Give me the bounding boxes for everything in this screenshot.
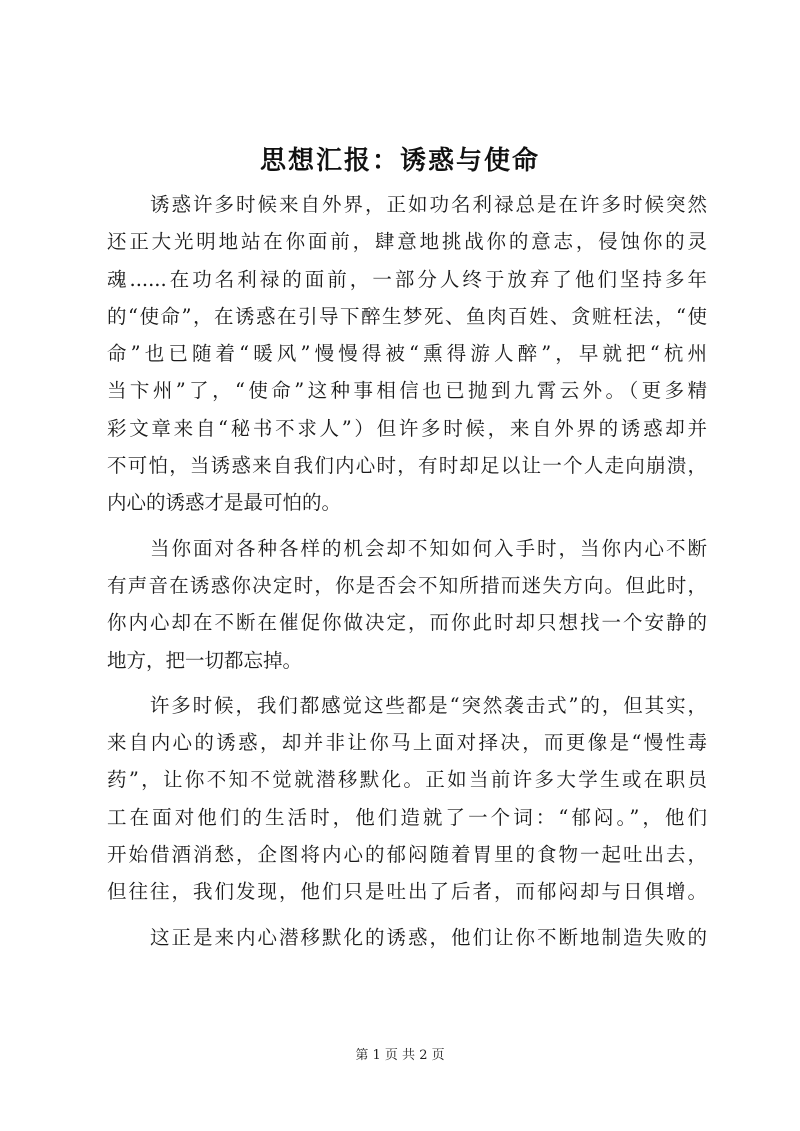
paragraph-gap: [107, 911, 707, 919]
document-body: [107, 186, 707, 956]
paragraph-gap: [107, 679, 707, 687]
text-line: 魂......在功名利禄的面前，一部分人终于放弃了他们坚持多年: [107, 267, 707, 291]
text-line: 地方，把一切都忘掉。: [107, 648, 303, 672]
text-line: 许多时候，我们都感觉这些都是“突然袭击式”的，但其实，: [107, 693, 707, 717]
text-line: 的“使命”，在诱惑在引导下醉生梦死、鱼肉百姓、贪赃枉法，“使: [107, 304, 707, 328]
text-line: 当卞州”了，“使命”这种事相信也已抛到九霄云外。（更多精: [107, 379, 707, 403]
document-title: 思想汇报：诱惑与使命: [259, 146, 540, 176]
text-line: 不可怕，当诱惑来自我们内心时，有时却足以让一个人走向崩溃，: [107, 454, 707, 478]
text-line: 工在面对他们的生活时，他们造就了一个词：“郁闷。”，他们: [107, 805, 707, 829]
text-line: 你内心却在不断在催促你做决定，而你此时却只想找一个安静的: [107, 611, 707, 635]
text-line: 彩文章来自“秘书不求人”）但许多时候，来自外界的诱惑却并: [107, 416, 707, 440]
text-line: 当你面对各种各样的机会却不知如何入手时，当你内心不断: [107, 536, 707, 560]
text-line: 但往往，我们发现，他们只是吐出了后者，而郁闷却与日俱增。: [107, 880, 707, 904]
text-line: 诱惑许多时候来自外界，正如功名利禄总是在许多时候突然: [107, 193, 707, 216]
text-line: 药”，让你不知不觉就潜移默化。正如当前许多大学生或在职员: [107, 768, 707, 792]
text-line: 还正大光明地站在你面前，肆意地挑战你的意志，侵蚀你的灵: [107, 230, 707, 254]
text-line: 来自内心的诱惑，却并非让你马上面对择决，而更像是“慢性毒: [107, 731, 707, 755]
page-footer: 第 1 页 共 2 页: [355, 1048, 445, 1063]
text-line: 这正是来内心潜移默化的诱惑，他们让你不断地制造失败的: [107, 925, 707, 949]
text-line: 内心的诱惑才是最可怕的。: [107, 491, 342, 515]
paragraph-gap: [107, 522, 707, 530]
text-line: 有声音在诱惑你决定时，你是否会不知所措而迷失方向。但此时，: [107, 573, 707, 597]
text-line: 命”也已随着“暖风”慢慢得被“熏得游人醉”，早就把“杭州: [107, 342, 707, 366]
text-line: 开始借酒消愁，企图将内心的郁闷随着胃里的食物一起吐出去，: [107, 843, 707, 867]
